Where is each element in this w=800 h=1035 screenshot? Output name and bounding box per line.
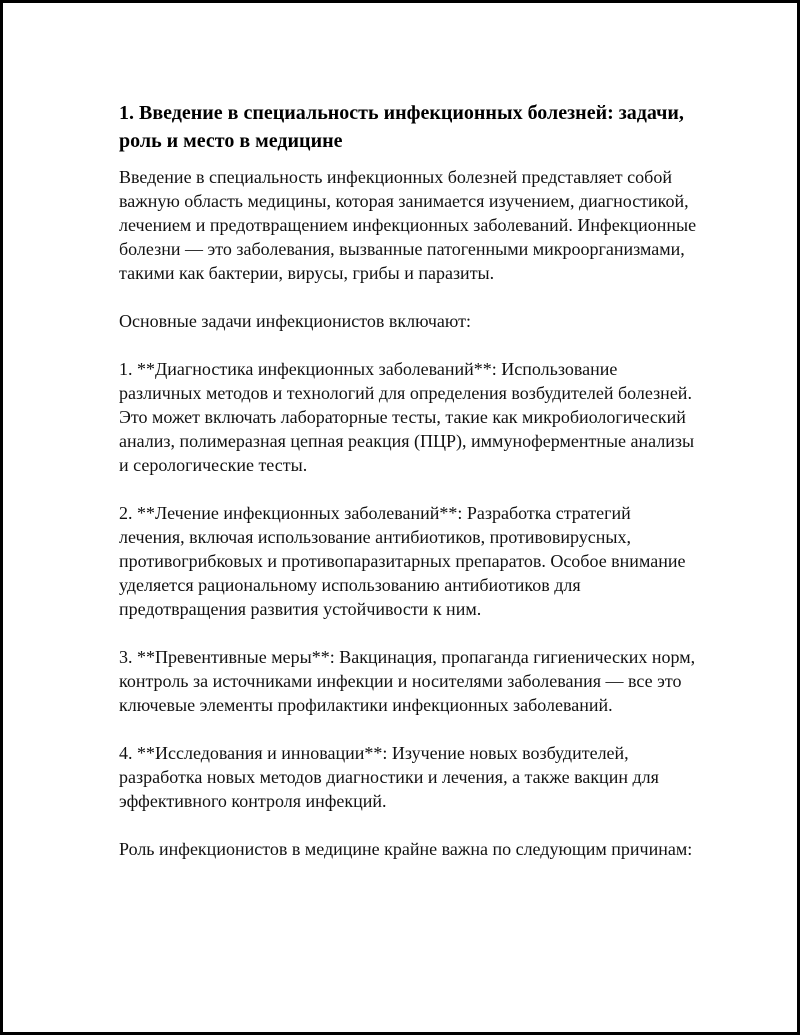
task-diagnostics-paragraph: 1. **Диагностика инфекционных заболеваний**: Использование различных методов и технологий для определения возбудителей болезней. Это может включать лабораторные тесты, такие как микробиологический анализ, полимеразная цепная реакция (ПЦР), иммуноферментные анализы и серологические тесты. bbox=[119, 359, 695, 475]
intro-paragraph: Введение в специальность инфекционных болезней представляет собой важную область медицины, которая занимается изучением, диагностикой, лечением и предотвращением инфекционных заболеваний. Инфекционные болезни — это заболевания, вызванные патогенными микроорганизмами, такими как бактерии, вирусы, грибы и паразиты. bbox=[119, 167, 697, 283]
task-treatment-paragraph: 2. **Лечение инфекционных заболеваний**: Разработка стратегий лечения, включая использование антибиотиков, противовирусных, противогрибковых и противопаразитарных препаратов. Особое внимание уделяется рациональному использованию антибиотиков для предотвращения развития устойчивости к ним. bbox=[119, 503, 686, 619]
tasks-lead-paragraph: Основные задачи инфекционистов включают: bbox=[119, 311, 471, 331]
role-lead-paragraph: Роль инфекционистов в медицине крайне важна по следующим причинам: bbox=[119, 839, 693, 859]
section-heading: 1. Введение в специальность инфекционных болезней: задачи, роль и место в медицине bbox=[119, 102, 684, 152]
task-research-paragraph: 4. **Исследования и инновации**: Изучение новых возбудителей, разработка новых методов диагностики и лечения, а также вакцин для эффективного контроля инфекций. bbox=[119, 743, 659, 811]
document-body bbox=[119, 99, 699, 861]
task-prevention-paragraph: 3. **Превентивные меры**: Вакцинация, пропаганда гигиенических норм, контроль за источниками инфекции и носителями заболевания — все это ключевые элементы профилактики инфекционных заболеваний. bbox=[119, 647, 696, 715]
